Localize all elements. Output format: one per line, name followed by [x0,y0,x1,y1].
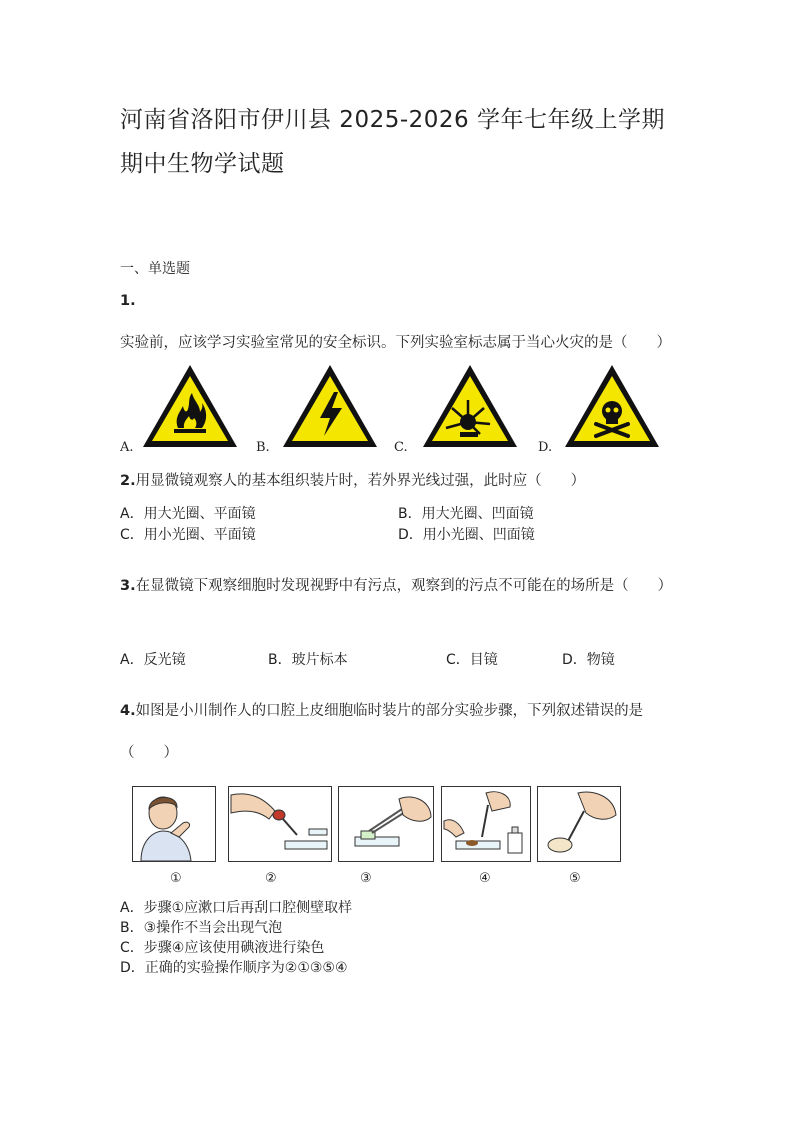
step-label: ① [170,871,182,886]
question-number: 1. [120,293,136,309]
question-text: 用显微镜观察人的基本组织装片时，若外界光线过强，此时应（ ） [135,473,586,489]
step-label: ④ [479,871,491,886]
question-text: 实验前，应该学习实验室常见的安全标识。下列实验室标志属于当心火灾的是（ ） [120,335,671,351]
step-4-image [441,786,531,862]
explosive-warning-icon [420,362,520,450]
option-a: A．用大光圈、平面镜 [120,506,256,522]
option-d: D．物镜 [562,652,615,668]
option-letter-d: D. [538,440,553,455]
step-label: ⑤ [569,871,581,886]
option-letter-a: A. [120,440,134,455]
smearing-cells-icon [538,787,620,861]
flammable-warning-icon [140,362,240,450]
question-1 [120,280,680,364]
step-1-image [132,786,216,862]
option-c: C．目镜 [446,652,498,668]
tweezers-coverslip-icon [339,787,433,861]
option-letter-b: B. [256,440,270,455]
option-a: A．步骤①应漱口后再刮口腔侧壁取样 [120,900,353,916]
electric-shock-warning-icon [280,362,380,450]
option-c: C．用小光圈、平面镜 [120,527,256,543]
option-b: B．用大光圈、凹面镜 [398,506,534,522]
step-3-image [338,786,434,862]
question-number: 2. [120,473,136,489]
toxic-skull-warning-icon [562,362,662,450]
person-rinsing-mouth-icon [133,787,215,861]
step-label: ② [265,871,277,886]
question-3 [120,565,680,607]
question-text: 在显微镜下观察细胞时发现视野中有污点，观察到的污点不可能在的场所是（ ） [135,578,673,594]
section-heading: 一、单选题 [120,261,190,277]
option-letter-c: C. [394,440,408,455]
option-d: D．用小光圈、凹面镜 [398,527,535,543]
document-title: 河南省洛阳市伊川县 2025-2026 学年七年级上学期期中生物学试题 [120,107,665,177]
dropper-on-slide-icon [229,787,331,861]
question-number: 4. [120,703,136,719]
staining-with-iodine-icon [442,787,530,861]
option-b: B．玻片标本 [268,652,348,668]
option-b: B．③操作不当会出现气泡 [120,920,283,936]
question-text: 如图是小川制作人的口腔上皮细胞临时装片的部分实验步骤，下列叙述错误的是（ ） [120,703,644,761]
question-2 [120,460,680,502]
step-label: ③ [360,871,372,886]
question-4 [120,690,680,774]
option-d: D．正确的实验操作顺序为②①③⑤④ [120,960,348,976]
question-number: 3. [120,578,136,594]
step-5-image [537,786,621,862]
option-c: C．步骤④应该使用碘液进行染色 [120,940,325,956]
step-2-image [228,786,332,862]
option-a: A．反光镜 [120,652,186,668]
